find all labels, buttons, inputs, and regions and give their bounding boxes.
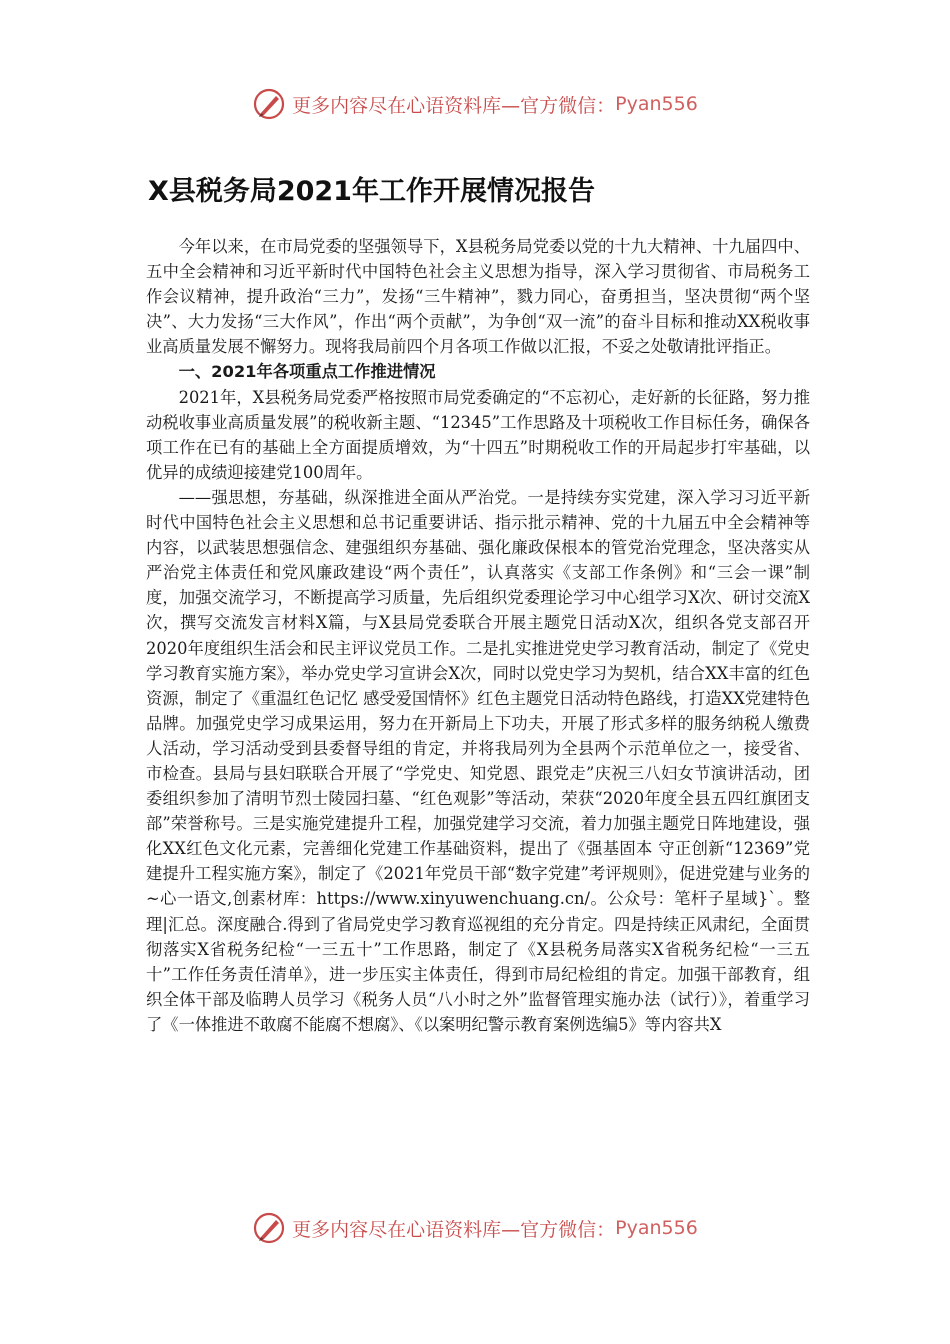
pen-logo-icon	[252, 87, 286, 121]
document-title: X县税务局2021年工作开展情况报告	[148, 176, 595, 207]
pen-logo-icon	[252, 1211, 286, 1245]
document-body	[146, 234, 810, 1037]
watermark-banner-bottom	[0, 1208, 950, 1248]
watermark-banner-top	[0, 84, 950, 124]
section-heading: 一、2021年各项重点工作推进情况	[178, 362, 436, 382]
section-paragraph: ——强思想，夯基础，纵深推进全面从严治党。一是持续夯实党建，深入学习习近平新时代中国特色社会主义思想和总书记重要讲话、指示批示精神、党的十九届五中全会精神等内容，以武装思想强信念、建强组织夯基础、强化廉政保根本的管党治党理念，坚决落实从严治党主体责任和党风廉政建设“两个责任”，认真落实《支部工作条例》和“三会一课”制度，加强交流学习，不断提高学习质量，先后组织党委理论学习中心组学习X次、研讨交流X次，撰写交流发言材料X篇，与X县局党委联合开展主题党日活动X次，组织各党支部召开2020年度组织生活会和民主评议党员工作。二是扎实推进党史学习教育活动，制定了《党史学习教育实施方案》，举办党史学习宣讲会X次，同时以党史学习为契机，结合XX丰富的红色资源，制定了《重温红色记忆 感受爱国情怀》红色主题党日活动特色路线，打造XX党建特色品牌。加强党史学习成果运用，努力在开新局上下功夫，开展了形式多样的服务纳税人缴费人活动，学习活动受到县委督导组的肯定，并将我局列为全县两个示范单位之一，接受省、市检查。县局与县妇联联合开展了“学党史、知党恩、跟党走”庆祝三八妇女节演讲活动，团委组织参加了清明节烈士陵园扫墓、“红色观影”等活动，荣获“2020年度全县五四红旗团支部”荣誉称号。三是实施党建提升工程，加强党建学习交流，着力加强主题党日阵地建设，强化XX红色文化元素，完善细化党建工作基础资料，提出了《强基固本 守正创新“12369”党建提升工程实施方案》，制定了《2021年党员干部“数字党建”考评规则》，促进党建与业务的~心一语文,创素材库：https://www.xinyuwenchuang.cn/。公众号：笔杆子星域}`。整理|汇总。深度融合.得到了省局党史学习教育巡视组的充分肯定。四是持续正风肃纪，全面贯彻落实X省税务纪检“一三五十”工作思路，制定了《X县税务局落实X省税务纪检“一三五十”工作任务责任清单》，进一步压实主体责任，得到市局纪检组的肯定。加强干部教育，组织全体干部及临聘人员学习《税务人员“八小时之外”监督管理实施办法（试行）》，着重学习了《一体推进不敢腐不能腐不想腐》、《以案明纪警示教育案例选编5》等内容共X	[146, 487, 810, 1034]
watermark-text: 更多内容尽在心语资料库—官方微信：	[292, 1218, 616, 1241]
section-paragraph: 2021年，X县税务局党委严格按照市局党委确定的“不忘初心，走好新的长征路，努力推动税收事业高质量发展”的税收新主题、“12345”工作思路及十项税收工作目标任务，确保各项工作在已有的基础上全方面提质增效，为“十四五”时期税收工作的开局起步打牢基础，以优异的成绩迎接建党100周年。	[146, 387, 810, 482]
intro-paragraph: 今年以来，在市局党委的坚强领导下，X县税务局党委以党的十九大精神、十九届四中、五中全会精神和习近平新时代中国特色社会主义思想为指导，深入学习贯彻省、市局税务工作会议精神，提升政治“三力”，发扬“三牛精神”，戮力同心，奋勇担当，坚决贯彻“两个坚决”、大力发扬“三大作风”，作出“两个贡献”，为争创“双一流”的奋斗目标和推动XX税收事业高质量发展不懈努力。现将我局前四个月各项工作做以汇报，不妥之处敬请批评指正。	[146, 237, 810, 357]
watermark-text: 更多内容尽在心语资料库—官方微信：	[292, 94, 616, 117]
watermark-wechat-id: Pyan556	[615, 93, 698, 115]
watermark-wechat-id: Pyan556	[615, 1217, 698, 1239]
